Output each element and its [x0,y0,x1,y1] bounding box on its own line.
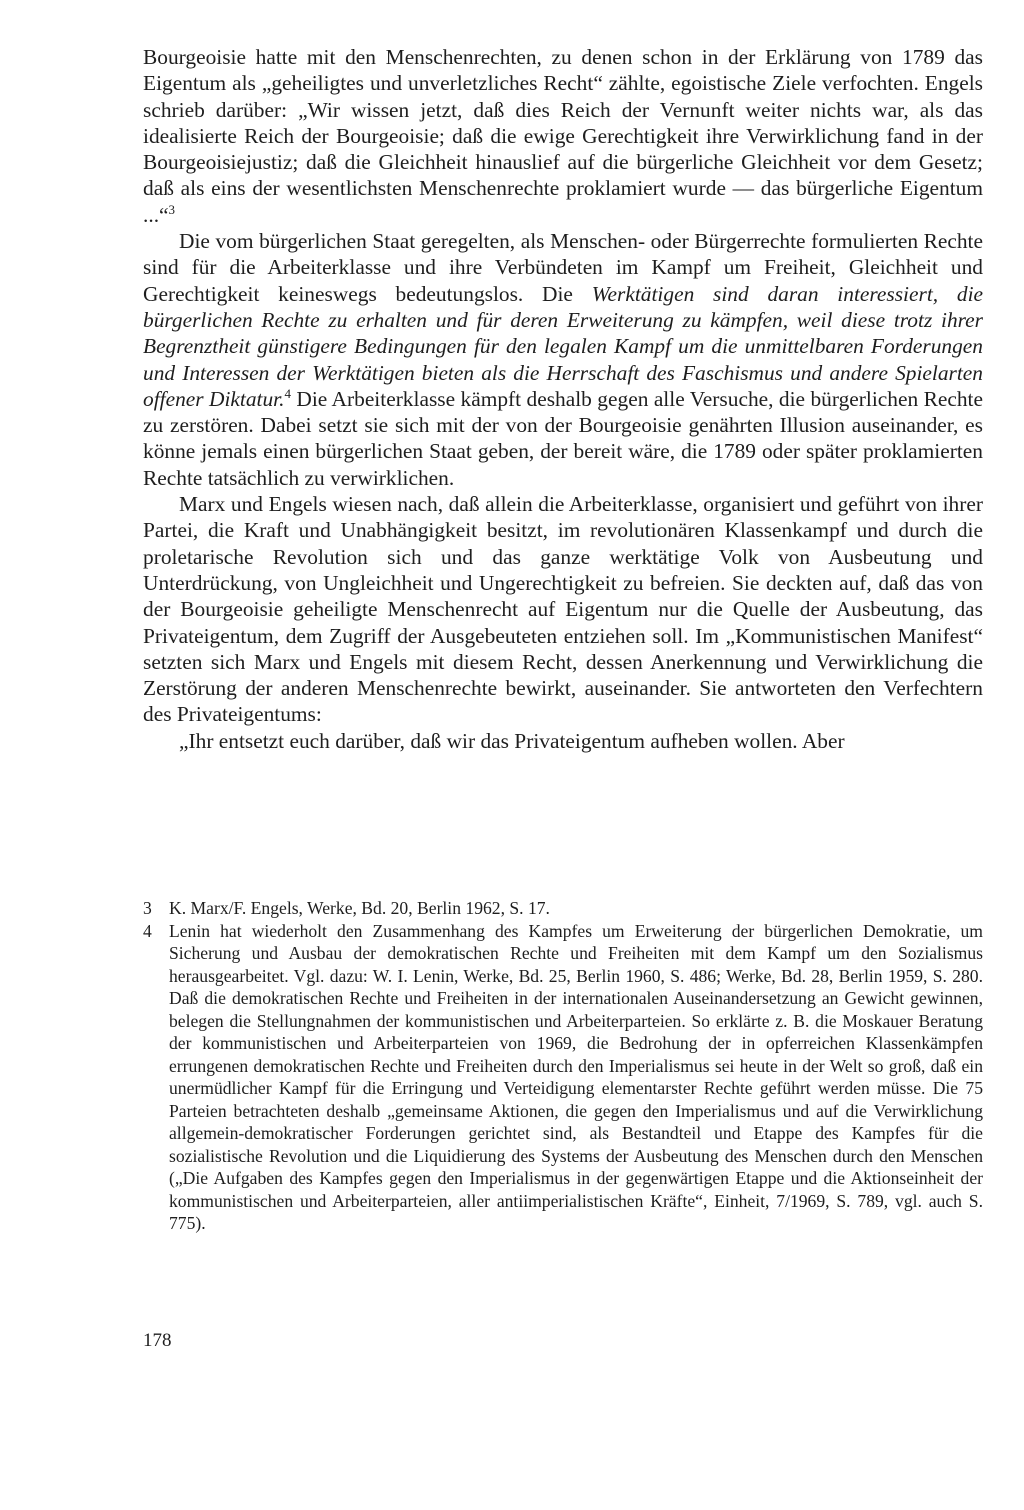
paragraph-3 [143,491,983,728]
main-text [143,44,983,754]
footnote-4-number: 4 [143,920,152,941]
paragraph-2-text-end: Die Arbeiterklasse kämpft deshalb gegen alle Versuche, die bürgerlichen Rechte zu zerstören. Dabei setzt sie sich mit der von der Bourgeoisie genährten Illusion auseinander, es könne jemals einen bürgerlichen Staat geben, der bereit wäre, die 1789 oder später proklamierten Rechte tatsächlich zu verwirklichen. [143,386,983,490]
footnotes [143,897,983,1235]
footnote-4-text: Lenin hat wiederholt den Zusammenhang des Kampfes um Erweiterung der bürgerlichen Demokratie, um Sicherung und Ausbau der demokratischen Rechte und Freiheiten mit dem Kampf um den Sozialismus herausgearbeitet. Vgl. dazu: W. I. Lenin, Werke, Bd. 25, Berlin 1960, S. 486; Werke, Bd. 28, Berlin 1959, S. 280. Daß die demokratischen Rechte und Freiheiten in der internationalen Auseinandersetzung an Gewicht gewinnen, belegen die Stellungnahmen der kommunistischen und Arbeiterparteien. So erklärte z. B. die Moskauer Beratung der kommunistischen und Arbeiterparteien von 1969, die Bedrohung der in opferreichen Klassenkämpfen errungenen demokratischen Rechte und Freiheiten durch den Imperialismus sei heute in der Welt so groß, daß ein unermüdlicher Kampf für die Erringung und Verteidigung elementarster Rechte geführt werden müsse. Die 75 Parteien betrachteten deshalb „gemeinsame Aktionen, die gegen den Imperialismus und auf die Verwirklichung allgemein-demokratischer Forderungen gerichtet sind, als Bestandteil und Etappe des Kampfes für die sozialistische Revolution und die Liquidierung des Systems der Ausbeutung des Menschen durch den Menschen („Die Aufgaben des Kampfes gegen den Imperialismus in der gegenwärtigen Etappe und die Aktionseinheit der kommunistischen und Arbeiterparteien, aller antiimperialistischen Kräfte“, Einheit, 7/1969, S. 789, vgl. auch S. 775). [169,920,983,1233]
paragraph-2-italic-passage: Werktätigen sind daran interessiert, die bürgerlichen Rechte zu erhalten und für deren Erweiterung zu kämpfen, weil diese trotz ihrer Begrenztheit günstigere Bedingungen für den legalen Kampf um die unmittelbaren Forderungen und Interessen der Werktätigen bieten als die Herrschaft des Faschismus und andere Spielarten offener Diktatur. [143,281,983,411]
paragraph-2-text-start: Die vom bürgerlichen Staat geregelten, als Menschen- oder Bürgerrechte formulierten Rechte sind für die Arbeiterklasse und ihre Verbündeten im Kampf um Freiheit, Gleichheit und Gerechtigkeit keineswegs bedeutungslos. Die [143,229,983,306]
footnote-3-text: K. Marx/F. Engels, Werke, Bd. 20, Berlin 1962, S. 17. [169,898,550,918]
paragraph-2 [143,228,983,491]
footnote-ref-4: 4 [284,385,291,401]
paragraph-4-quote [143,728,983,754]
paragraph-1 [143,44,983,228]
paragraph-4-text: „Ihr entsetzt euch darüber, daß wir das Privateigentum aufheben wollen. Aber [179,728,845,753]
footnote-ref-3: 3 [168,201,176,217]
paragraph-3-text: Marx und Engels wiesen nach, daß allein die Arbeiterklasse, organisiert und geführt von ihrer Partei, die Kraft und Unabhängigkeit besitzt, im revolutionären Klassenkampf und durch die proletarische Revolution sich und das ganze werktätige Volk von Ausbeutung und Unterdrückung, von Ungleichheit und Ungerechtigkeit zu befreien. Sie deckten auf, daß das von der Bourgeoisie geheiligte Menschenrecht auf Eigentum nur die Quelle der Ausbeutung, das Privateigentum, dem Zugriff der Ausgebeuteten entziehen soll. Im „Kommunistischen Manifest“ setzten sich Marx und Engels mit diesem Recht, dessen Anerkennung und Verwirklichung die Zerstörung der anderen Menschenrechte bewirkt, auseinander. Sie antworteten den Verfechtern des Privateigentums: [143,492,983,727]
page-number: 178 [143,1330,172,1351]
footnote-3 [143,897,983,920]
footnote-3-number: 3 [143,898,152,918]
footnote-4 [143,920,983,1235]
paragraph-1-text: Bourgeoisie hatte mit den Menschenrechten, zu denen schon in der Erklärung von 1789 das Eigentum als „geheiligtes und unverletzliches Recht“ zählte, egoistische Ziele verfochten. Engels schrieb darüber: „Wir wissen jetzt, daß dies Reich der Vernunft weiter nichts war, als das idealisierte Reich der Bourgeoisie; daß die ewige Gerechtigkeit ihre Verwirklichung fand in der Bourgeoisiejustiz; daß die Gleichheit hinauslief auf die bürgerliche Gleichheit vor dem Gesetz; daß als eins der wesentlichsten Menschenrechte proklamiert wurde — das bürgerliche Eigentum ...“ [143,45,983,227]
